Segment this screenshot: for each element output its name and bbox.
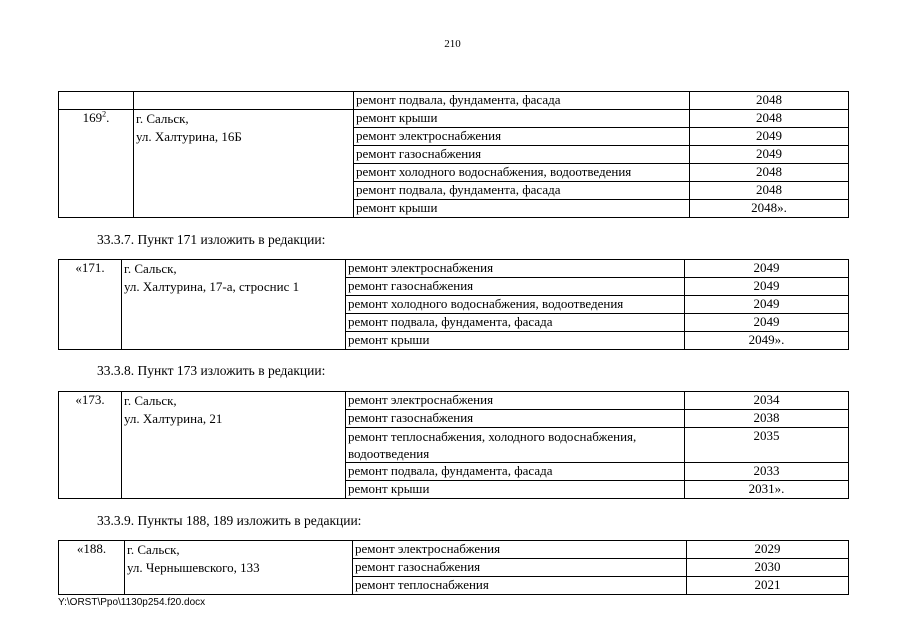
work-cell: ремонт электроснабжения (353, 541, 687, 559)
table-row (59, 260, 849, 278)
year-cell: 2021 (687, 577, 849, 595)
work-cell: ремонт холодного водоснабжения, водоотведения (354, 164, 690, 182)
work-cell: ремонт подвала, фундамента, фасада (346, 463, 685, 481)
year-cell: 2049 (685, 278, 849, 296)
work-cell: ремонт крыши (354, 200, 690, 218)
work-cell: ремонт подвала, фундамента, фасада (346, 314, 685, 332)
empty-cell (59, 92, 134, 110)
address-street: ул. Халтурина, 21 (124, 411, 223, 426)
year-cell: 2030 (687, 559, 849, 577)
work-cell: ремонт холодного водоснабжения, водоотведения (346, 296, 685, 314)
work-cell: ремонт крыши (354, 110, 690, 128)
address-street: ул. Халтурина, 17-а, строснис 1 (124, 279, 300, 294)
table-item-169-2 (58, 91, 849, 218)
page-number: 210 (444, 38, 461, 50)
year-cell: 2035 (685, 428, 849, 463)
empty-cell (134, 92, 354, 110)
table-row (59, 110, 849, 128)
work-cell: ремонт теплоснабжения (353, 577, 687, 595)
year-cell: 2048». (690, 200, 849, 218)
address-city: г. Сальск, (124, 261, 177, 276)
table-item-188 (58, 540, 849, 595)
work-cell: ремонт газоснабжения (353, 559, 687, 577)
year-cell: 2048 (690, 164, 849, 182)
work-cell: ремонт подвала, фундамента, фасада (354, 182, 690, 200)
work-cell: ремонт газоснабжения (354, 146, 690, 164)
work-cell: ремонт газоснабжения (346, 410, 685, 428)
paragraph-33-3-9: 33.3.9. Пункты 188, 189 изложить в редакции: (97, 513, 362, 528)
address-street: ул. Халтурина, 16Б (136, 129, 242, 144)
year-cell: 2029 (687, 541, 849, 559)
paragraph-33-3-7: 33.3.7. Пункт 171 изложить в редакции: (97, 232, 326, 247)
work-cell: ремонт газоснабжения (346, 278, 685, 296)
year-cell: 2034 (685, 392, 849, 410)
item-number: $169^2$. (59, 110, 134, 218)
year-cell: 2038 (685, 410, 849, 428)
work-cell: ремонт подвала, фундамента, фасада (354, 92, 690, 110)
table-item-173 (58, 391, 849, 499)
item-address (125, 541, 353, 595)
year-cell: 2048 (690, 92, 849, 110)
year-cell: 2049 (685, 260, 849, 278)
item-number: «173. (59, 392, 122, 499)
address-street: ул. Чернышевского, 133 (127, 560, 260, 575)
item-number: «188. (59, 541, 125, 595)
work-cell: ремонт электроснабжения (346, 392, 685, 410)
item-address (122, 392, 346, 499)
table-row (59, 392, 849, 410)
item-number: «171. (59, 260, 122, 350)
item-address (134, 110, 354, 218)
item-address (122, 260, 346, 350)
table-row (59, 92, 849, 110)
year-cell: 2049 (685, 296, 849, 314)
table-row (59, 541, 849, 559)
work-cell: ремонт теплоснабжения, холодного водоснабжения, водоотведения (346, 428, 685, 463)
year-cell: 2049 (690, 128, 849, 146)
address-city: г. Сальск, (136, 111, 189, 126)
work-cell: ремонт крыши (346, 332, 685, 350)
year-cell: 2048 (690, 182, 849, 200)
year-cell: 2048 (690, 110, 849, 128)
address-city: г. Сальск, (127, 542, 180, 557)
work-cell: ремонт крыши (346, 481, 685, 499)
footer-file-path: Y:\ORST\Ppo\1130p254.f20.docx (58, 597, 206, 608)
work-cell: ремонт электроснабжения (346, 260, 685, 278)
year-cell: 2033 (685, 463, 849, 481)
paragraph-33-3-8: 33.3.8. Пункт 173 изложить в редакции: (97, 363, 326, 378)
year-cell: 2049 (685, 314, 849, 332)
work-cell: ремонт электроснабжения (354, 128, 690, 146)
address-city: г. Сальск, (124, 393, 177, 408)
year-cell: 2049». (685, 332, 849, 350)
year-cell: 2049 (690, 146, 849, 164)
table-item-171 (58, 259, 849, 350)
year-cell: 2031». (685, 481, 849, 499)
